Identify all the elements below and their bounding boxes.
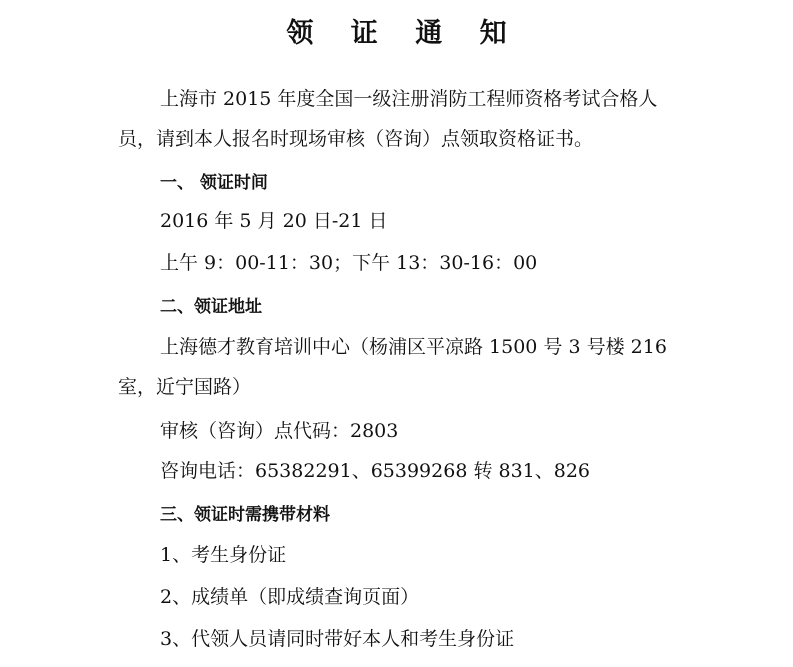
pickup-date: 2016 年 5 月 20 日-21 日 [160,210,388,232]
list-item-material-1: 1、考生身份证 [160,544,287,566]
review-point-code: 审核（咨询）点代码：2803 [160,420,399,442]
section-heading-address: 二、领证地址 [160,297,262,317]
address-line-2: 室，近宁国路） [118,376,252,398]
intro-line-1: 上海市 2015 年度全国一级注册消防工程师资格考试合格人 [160,88,658,110]
notice-title: 领 证 通 知 [286,18,521,49]
pickup-hours: 上午 9：00-11：30；下午 13：30-16：00 [160,252,538,274]
section-heading-materials: 三、领证时需携带材料 [160,505,330,525]
consult-phone: 咨询电话：65382291、65399268 转 831、826 [160,460,591,482]
intro-line-2: 员，请到本人报名时现场审核（咨询）点领取资格证书。 [118,128,594,150]
list-item-material-2: 2、成绩单（即成绩查询页面） [160,586,420,608]
section-heading-time: 一、 领证时间 [160,173,268,193]
list-item-material-3: 3、代领人员请同时带好本人和考生身份证 [160,628,515,650]
address-line-1: 上海德才教育培训中心（杨浦区平凉路 1500 号 3 号楼 216 [160,336,667,358]
